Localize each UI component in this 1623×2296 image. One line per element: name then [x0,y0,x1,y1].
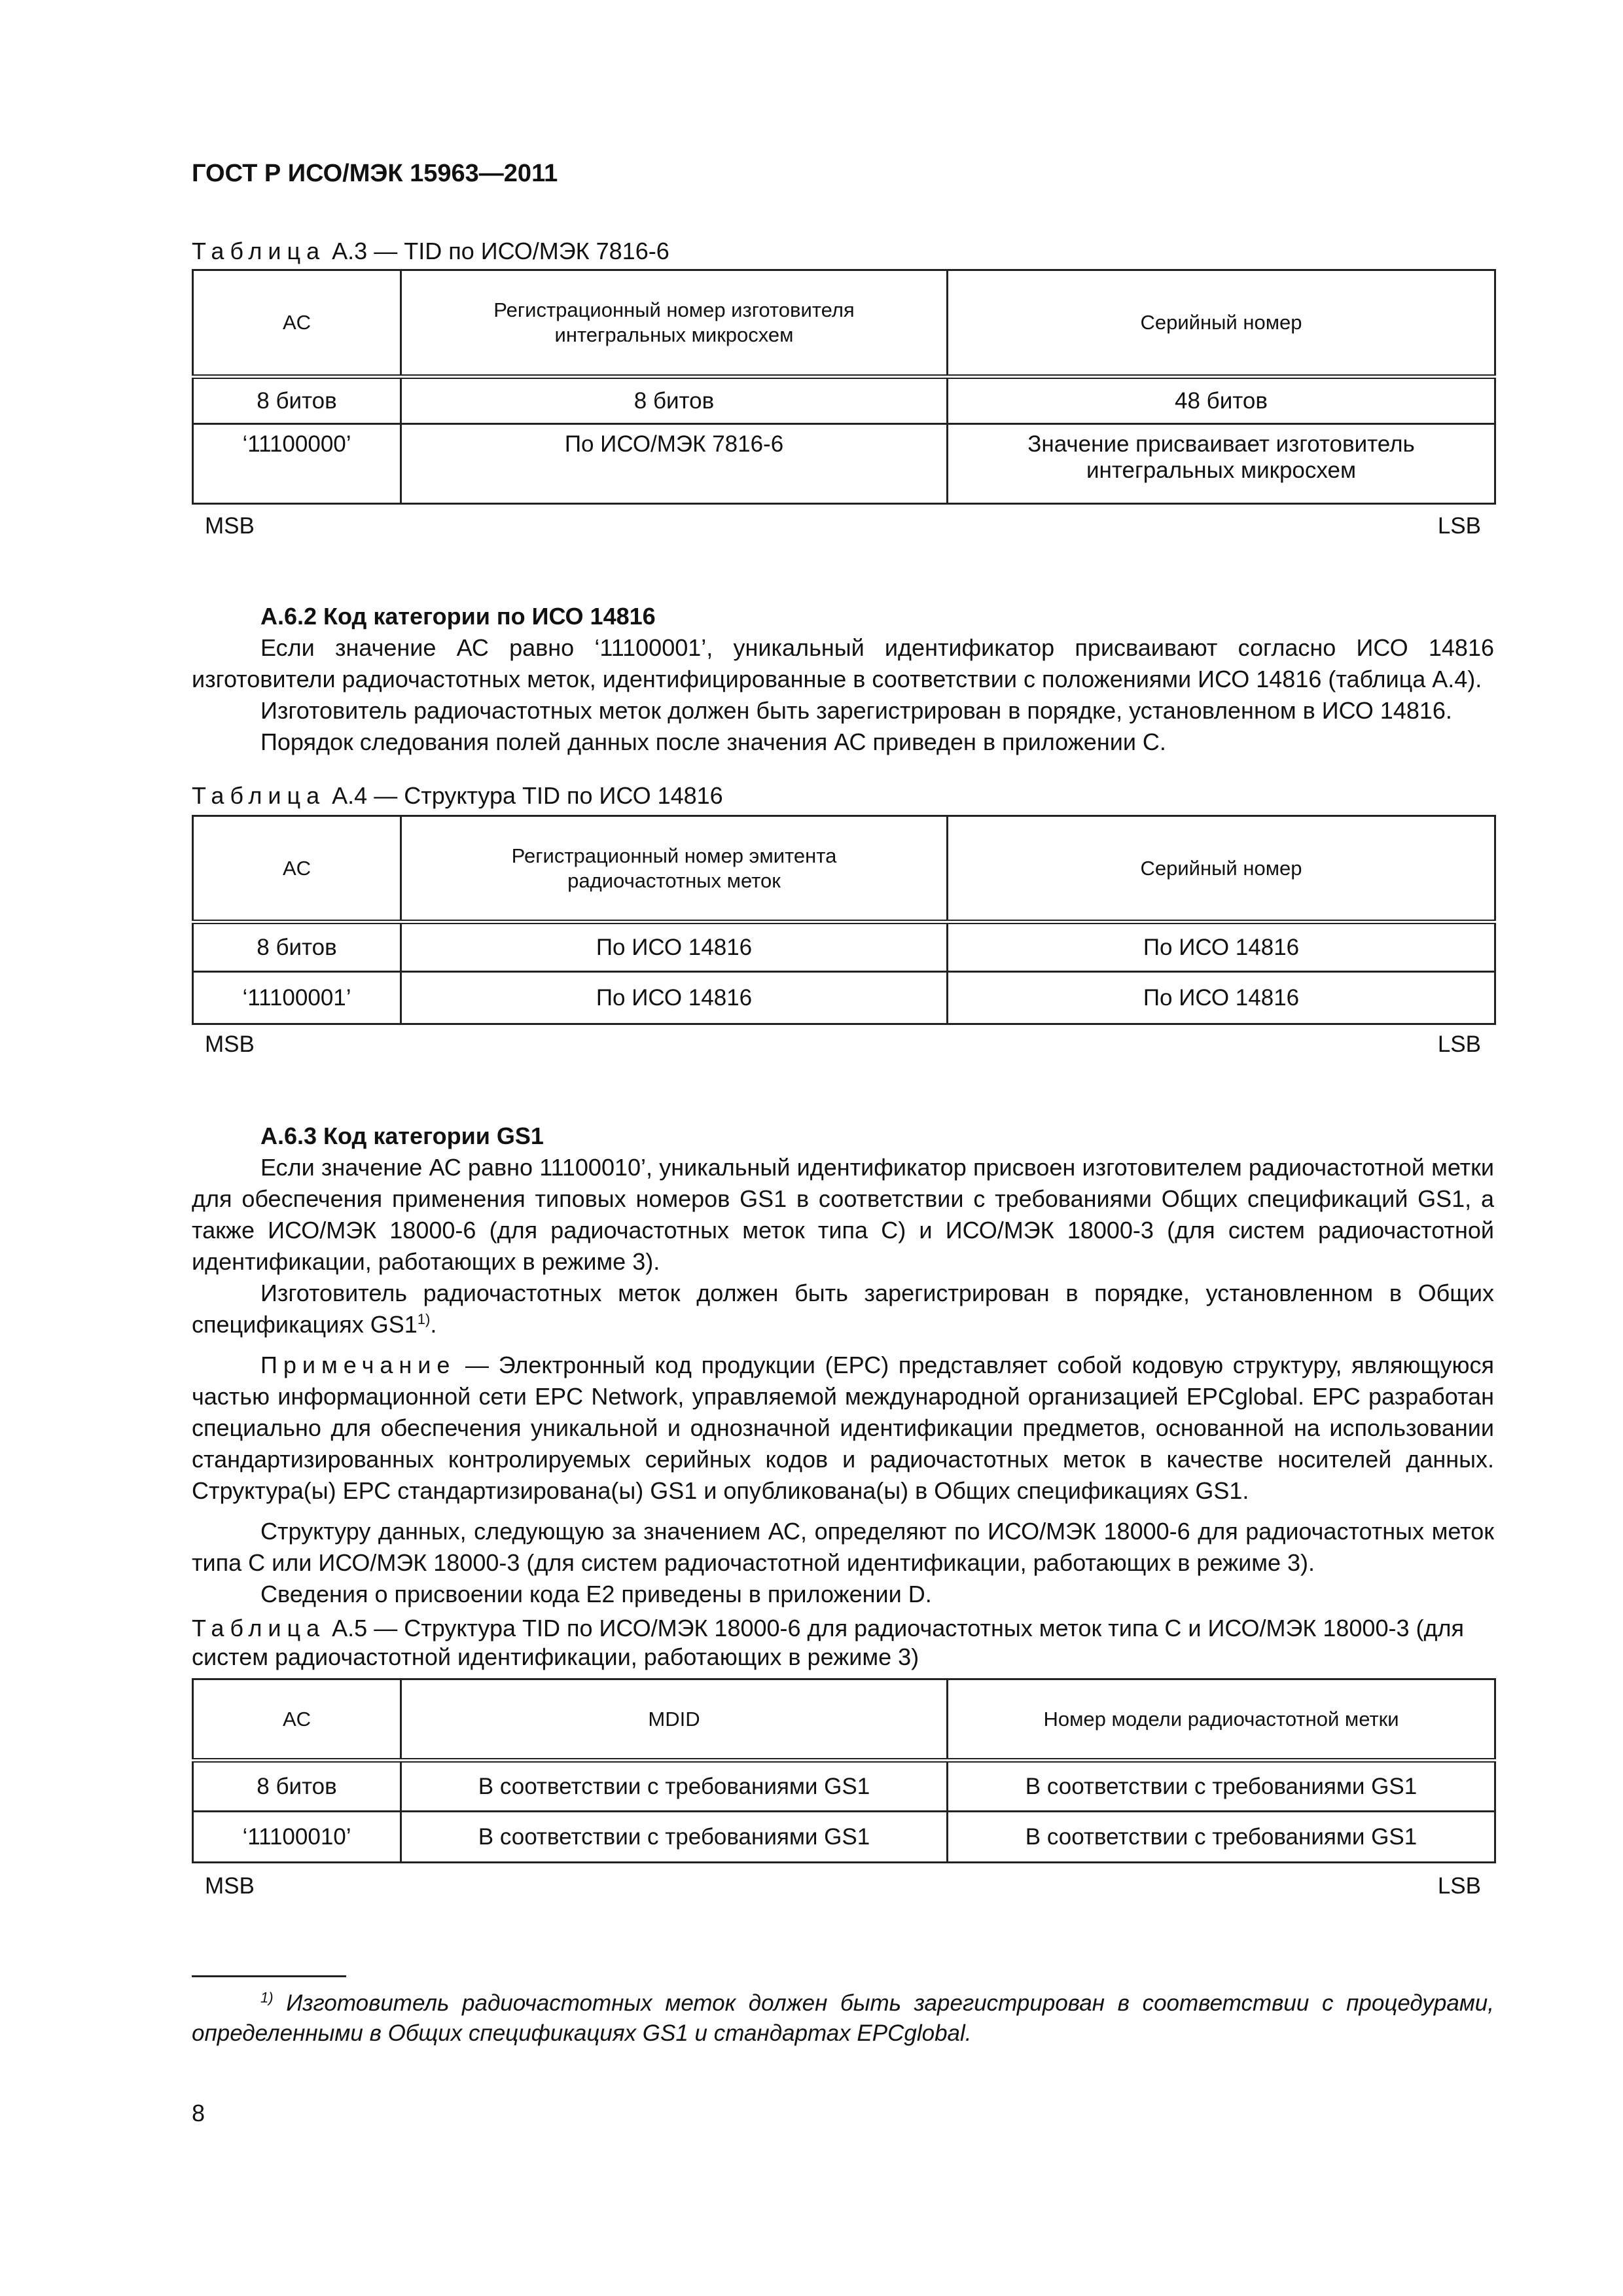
table-cell: По ИСО 14816 [401,922,948,972]
table-header-cell: Серийный номер [948,270,1495,377]
table-a4 [192,815,1496,1025]
note-text: — Электронный код продукции (ЕРС) представляет собой кодовую структуру, являющуюся частью информационной сети EPC Network, управляемой международной организацией EPCglobal. ЕРС разработан специально для обеспечения уникальной и однозначной идентификации предметов, основанной на использовании стандартизированных контролируемых серийных кодов и радиочастотных меток в качестве носителей данных. Структура(ы) ЕРС стандартизирована(ы) GS1 и опубликована(ы) в Общих спецификациях GS1. [192,1352,1494,1504]
table-caption-text: А.3 — TID по ИСО/МЭК 7816-6 [332,238,669,264]
table-header-cell: AC [193,816,401,922]
table-cell: В соответствии с требованиями GS1 [948,1761,1495,1812]
table-a5-caption [192,1614,1494,1672]
table-cell: 8 битов [401,377,948,424]
table-row [193,972,1495,1024]
table-a5 [192,1678,1496,1863]
table-cell: ‘11100001’ [193,972,401,1024]
table-header-cell: AC [193,1679,401,1761]
msb-label: MSB [205,513,255,539]
section-heading: А.6.3 Код категории GS1 [260,1122,544,1149]
table-caption-label: Таблица [192,1615,326,1641]
table-caption-text: А.4 — Структура TID по ИСО 14816 [332,782,723,809]
table-cell: ‘11100000’ [193,424,401,504]
lsb-label: LSB [1437,513,1481,539]
footnote-reference[interactable]: 1) [417,1311,431,1327]
table-caption-label: Таблица [192,238,326,264]
table-cell: 48 битов [948,377,1495,424]
paragraph: Порядок следования полей данных после значения АС приведен в приложении С. [260,728,1166,755]
table-header-cell: Регистрационный номер изготовителя интегральных микросхем [401,270,948,377]
table-row [193,922,1495,972]
table-a3 [192,269,1496,505]
section-a62 [192,601,1494,758]
paragraph-text: Изготовитель радиочастотных меток должен быть зарегистрирован в порядке, установленном в Общих спецификациях GS1 [192,1280,1494,1338]
table-cell: По ИСО 14816 [401,972,948,1024]
table-cell: В соответствии с требованиями GS1 [948,1812,1495,1863]
table-header-cell: AC [193,270,401,377]
table-cell: В соответствии с требованиями GS1 [401,1761,948,1812]
table-cell: В соответствии с требованиями GS1 [401,1812,948,1863]
table-header-cell: Регистрационный номер эмитента радиочастотных меток [401,816,948,922]
footnote [192,1988,1494,2049]
paragraph: Если значение АС равно 11100010’, уникальный идентификатор присвоен изготовителем радиочастотной метки для обеспечения применения типовых номеров GS1 в соответствии с требованиями Общих спецификаций GS1, а также ИСО/МЭК 18000-6 (для радиочастотных меток типа С) и ИСО/МЭК 18000-3 (для систем радиочастотной идентификации, работающих в режиме 3). [192,1154,1494,1275]
footnote-separator [192,1975,346,1977]
table-caption-text: А.5 — Структура TID по ИСО/МЭК 18000-6 для радиочастотных меток типа С и ИСО/МЭК 18000-3 (для систем радиочастотной идентификации, работающих в режиме 3) [192,1615,1464,1670]
table-cell: По ИСО 14816 [948,972,1495,1024]
table-cell: 8 битов [193,1761,401,1812]
footnote-mark: 1) [260,1989,274,2006]
note-label: Примечание [260,1352,456,1378]
table-header-cell: MDID [401,1679,948,1761]
page-number: 8 [192,2100,205,2126]
paragraph: Если значение АС равно ‘11100001’, уникальный идентификатор присваивают согласно ИСО 14816 изготовители радиочастотных меток, идентифицированные в соответствии с положениями ИСО 14816 (таблица А.4). [192,634,1494,692]
table-cell: 8 битов [193,922,401,972]
table-row [193,1761,1495,1812]
document-header: ГОСТ Р ИСО/МЭК 15963—2011 [192,160,558,187]
paragraph: Сведения о присвоении кода Е2 приведены в приложении D. [260,1581,932,1607]
table-cell: 8 битов [193,377,401,424]
footnote-text: Изготовитель радиочастотных меток должен быть зарегистрирован в соответствии с процедурами, определенными в Общих спецификациях GS1 и стандартах EPCglobal. [192,1990,1494,2046]
section-a63 [192,1121,1494,1610]
paragraph: Структуру данных, следующую за значением АС, определяют по ИСО/МЭК 18000-6 для радиочастотных меток типа С или ИСО/МЭК 18000-3 (для систем радиочастотной идентификации, работающих в режиме 3). [192,1518,1494,1576]
table-caption-label: Таблица [192,782,326,809]
table-header-cell: Номер модели радиочастотной метки [948,1679,1495,1761]
table-a3-caption [192,237,1494,266]
section-heading: А.6.2 Код категории по ИСО 14816 [260,603,656,630]
paragraph-end: . [430,1311,437,1338]
table-cell: По ИСО/МЭК 7816-6 [401,424,948,504]
table-cell: Значение присваивает изготовитель интегральных микросхем [948,424,1495,504]
paragraph: Изготовитель радиочастотных меток должен быть зарегистрирован в порядке, установленном в ИСО 14816. [260,697,1452,724]
note-paragraph [192,1350,1494,1507]
table-header-row [193,816,1495,922]
lsb-label: LSB [1437,1873,1481,1899]
table-header-cell: Серийный номер [948,816,1495,922]
table-row [193,424,1495,504]
table-header-row [193,1679,1495,1761]
msb-label: MSB [205,1031,255,1057]
table-header-row [193,270,1495,377]
paragraph [192,1278,1494,1340]
table-row [193,377,1495,424]
msb-label: MSB [205,1873,255,1899]
table-row [193,1812,1495,1863]
table-a4-caption [192,781,1494,810]
lsb-label: LSB [1437,1031,1481,1057]
table-cell: ‘11100010’ [193,1812,401,1863]
table-cell: По ИСО 14816 [948,922,1495,972]
